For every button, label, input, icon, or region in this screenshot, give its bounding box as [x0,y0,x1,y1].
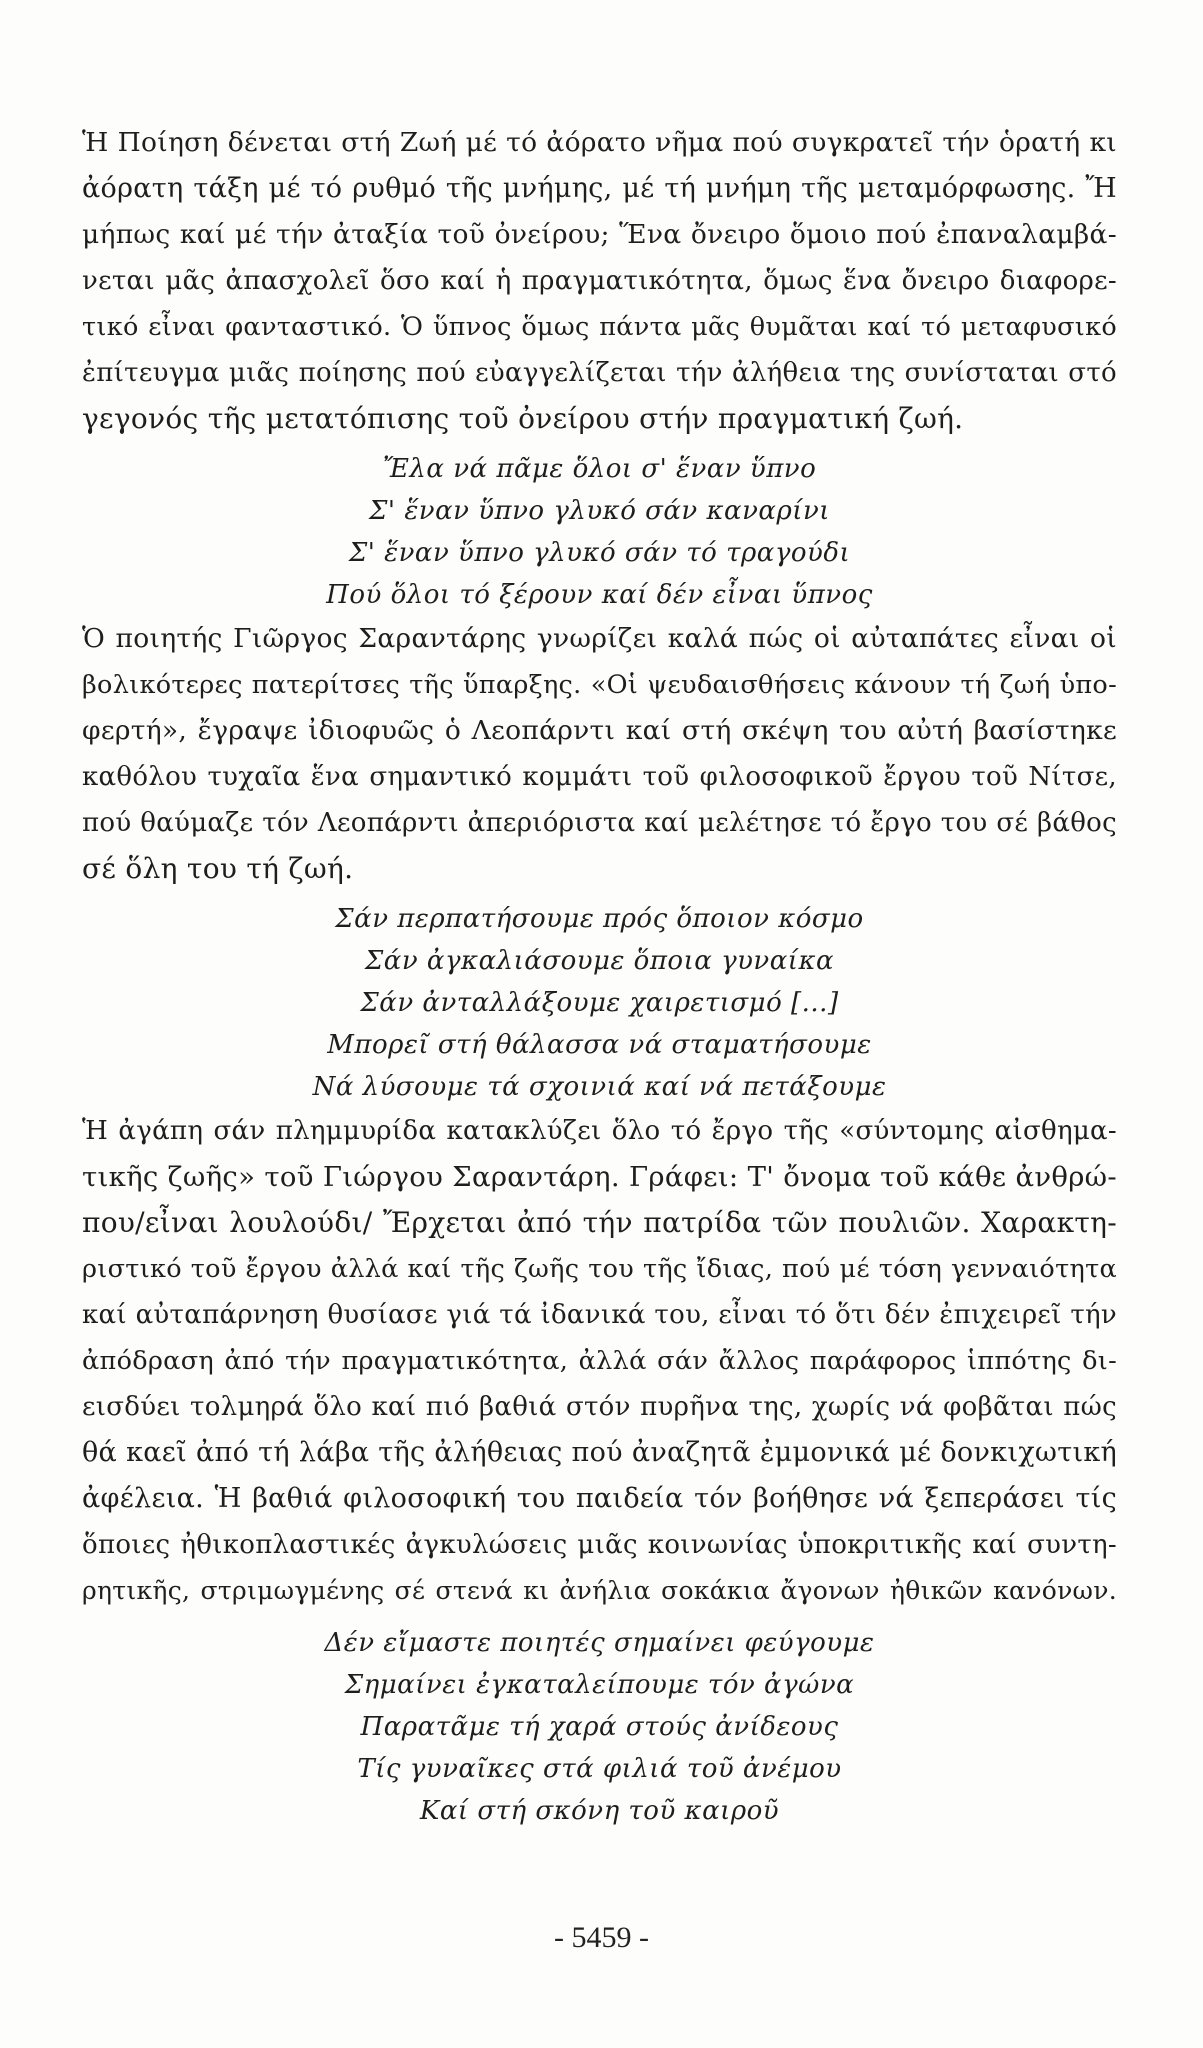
paragraph-line: σέ ὅλη του τή ζωή. [82,852,354,885]
paragraph-line: ἀόρατη τάξη μέ τό ρυθμό τῆς μνήμης, μέ τή μνήμη τῆς μεταμόρφωσης. Ἤ [82,173,1117,204]
verse-line: Παρατᾶμε τή χαρά στούς ἀνίδεους [360,1712,839,1742]
verse-line: Σάν ἀνταλλάξουμε χαιρετισμό [...] [360,988,839,1018]
paragraph-2 [82,616,1117,892]
verse-line: Καί στή σκόνη τοῦ καιροῦ [419,1796,780,1826]
verse-line: Σ' ἕναν ὕπνο γλυκό σάν καναρίνι [369,496,830,526]
paragraph-line: τικῆς ζωῆς» τοῦ Γιώργου Σαραντάρη. Γράφει: Τ' ὄνομα τοῦ κάθε ἀνθρώ- [82,1161,1117,1193]
paragraph-line: ρητικῆς, στριμωγμένης σέ στενά κι ἀνήλια σοκάκια ἄγονων ἠθικῶν κανόνων. [82,1576,1117,1605]
paragraph-line: φερτή», ἔγραψε ἰδιοφυῶς ὁ Λεοπάρντι καί στή σκέψη του αὐτή βασίστηκε [82,715,1117,746]
paragraph-line: θά καεῖ ἀπό τή λάβα τῆς ἀλήθειας πού ἀναζητᾶ ἐμμονικά μέ δονκιχωτική [82,1437,1117,1468]
verse-line: Σημαίνει ἐγκαταλείπουμε τόν ἀγώνα [344,1670,855,1700]
verse-1 [82,448,1117,616]
page-number: - 5459 - [554,1921,649,1954]
verse-line: Σάν περπατήσουμε πρός ὅποιον κόσμο [335,904,864,934]
verse-line: Δέν εἴμαστε ποιητές σημαίνει φεύγουμε [324,1628,875,1658]
verse-line: Πού ὅλοι τό ξέρουν καί δέν εἶναι ὕπνος [326,580,873,610]
paragraph-3 [82,1108,1117,1614]
paragraph-line: μήπως καί μέ τήν ἀταξία τοῦ ὀνείρου; Ἕνα ὄνειρο ὅμοιο πού ἐπαναλαμβά- [82,219,1117,250]
verse-line: Ἔλα νά πᾶμε ὅλοι σ' ἕναν ὕπνο [382,454,817,484]
verse-line: Τίς γυναῖκες στά φιλιά τοῦ ἀνέμου [357,1754,842,1784]
paragraph-line: ριστικό τοῦ ἔργου ἀλλά καί τῆς ζωῆς του τῆς ἴδιας, πού μέ τόση γενναιότητα [82,1254,1117,1284]
verse-line: Νά λύσουμε τά σχοινιά καί νά πετάξουμε [312,1072,887,1102]
paragraph-line: εισδύει τολμηρά ὅλο καί πιό βαθιά στόν πυρῆνα της, χωρίς νά φοβᾶται πώς [82,1392,1117,1422]
paragraph-line: γεγονός τῆς μετατόπισης τοῦ ὀνείρου στήν πραγματική ζωή. [82,402,964,435]
verse-2 [82,898,1117,1108]
verse-3 [82,1622,1117,1832]
paragraph-line: Ὁ ποιητής Γιῶργος Σαραντάρης γνωρίζει καλά πώς οἱ αὐταπάτες εἶναι οἱ [82,623,1117,654]
paragraph-1 [82,120,1117,442]
paragraph-line: καθόλου τυχαῖα ἕνα σημαντικό κομμάτι τοῦ φιλοσοφικοῦ ἔργου τοῦ Νίτσε, [82,762,1117,792]
paragraph-line: ἐπίτευγμα μιᾶς ποίησης πού εὐαγγελίζεται τήν ἀλήθεια της συνίσταται στό [82,358,1117,388]
verse-line: Μπορεῖ στή θάλασσα νά σταματήσουμε [327,1030,872,1060]
paragraph-line: ἀπόδραση ἀπό τήν πραγματικότητα, ἀλλά σάν ἄλλος παράφορος ἱππότης δι- [82,1346,1117,1376]
paragraph-line: βολικότερες πατερίτσες τῆς ὕπαρξης. «Οἱ ψευδαισθήσεις κάνουν τή ζωή ὑπο- [82,670,1117,700]
paragraph-line: που/εἶναι λουλούδι/ Ἔρχεται ἀπό τήν πατρίδα τῶν πουλιῶν. Χαρακτη- [82,1206,1117,1239]
paragraph-line: ἀφέλεια. Ἡ βαθιά φιλοσοφική του παιδεία τόν βοήθησε νά ξεπεράσει τίς [82,1483,1117,1514]
verse-line: Σάν ἀγκαλιάσουμε ὅποια γυναίκα [364,946,835,976]
paragraph-line: Ἡ ἀγάπη σάν πλημμυρίδα κατακλύζει ὅλο τό ἔργο τῆς «σύντομης αἰσθημα- [82,1116,1117,1146]
paragraph-line: Ἡ Ποίηση δένεται στή Ζωή μέ τό ἀόρατο νῆμα πού συγκρατεῖ τήν ὁρατή κι [82,127,1117,158]
paragraph-line: πού θαύμαζε τόν Λεοπάρντι ἀπεριόριστα καί μελέτησε τό ἔργο του σέ βάθος [82,808,1117,838]
paragraph-line: τικό εἶναι φανταστικό. Ὁ ὕπνος ὅμως πάντα μᾶς θυμᾶται καί τό μεταφυσικό [82,312,1117,342]
paragraph-line: νεται μᾶς ἀπασχολεῖ ὅσο καί ἡ πραγματικότητα, ὅμως ἕνα ὄνειρο διαφορε- [82,266,1117,296]
paragraph-line: ὅποιες ἠθικοπλαστικές ἀγκυλώσεις μιᾶς κοινωνίας ὑποκριτικῆς καί συντη- [82,1530,1117,1560]
paragraph-line: καί αὐταπάρνηση θυσίασε γιά τά ἰδανικά του, εἶναι τό ὅτι δέν ἐπιχειρεῖ τήν [82,1300,1117,1330]
verse-line: Σ' ἕναν ὕπνο γλυκό σάν τό τραγούδι [348,538,851,568]
